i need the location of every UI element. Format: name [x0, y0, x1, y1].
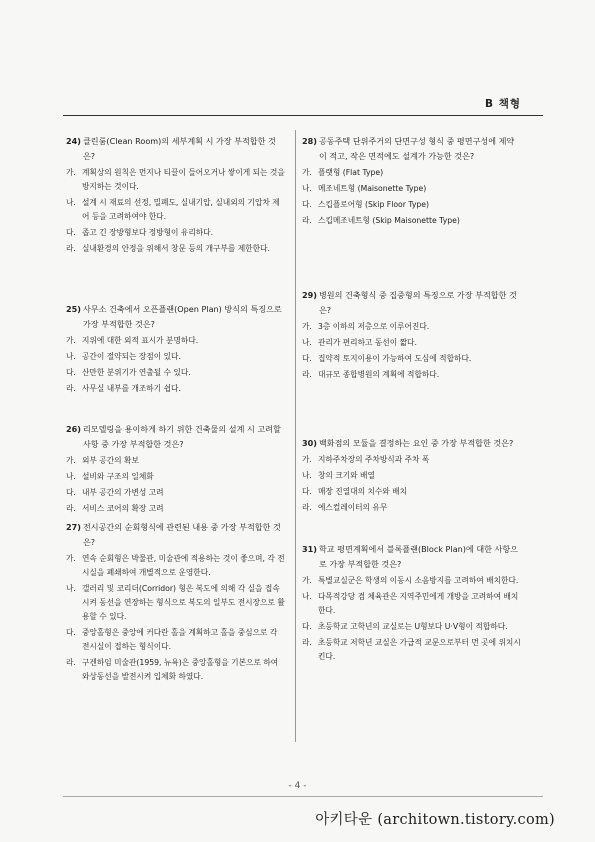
page-number: - 4 -	[288, 781, 307, 791]
answer-option	[66, 196, 286, 224]
question-number: 24)	[66, 136, 81, 146]
option-text: 에스컬레이터의 유무	[318, 503, 388, 512]
option-label: 다.	[66, 488, 76, 497]
option-label: 다.	[66, 228, 76, 237]
option-label: 라.	[302, 503, 312, 512]
question-stem	[66, 422, 286, 452]
option-text: 구겐하임 미술관(1959, 뉴욕)은 중앙홀형을 기본으로 하여 와상동선을 발전시켜 입체화 하였다.	[82, 658, 279, 681]
option-label: 라.	[66, 658, 76, 667]
option-label: 라.	[302, 216, 312, 225]
question-number: 27)	[66, 522, 81, 532]
answer-option	[66, 166, 286, 194]
option-label: 나.	[302, 471, 312, 480]
brand-watermark: 아키타운 (architown.tistory.com)	[315, 812, 555, 828]
option-label: 라.	[66, 384, 76, 393]
footer-rule	[63, 796, 543, 797]
option-text: 다목적강당 겸 체육관은 지역주민에게 개방을 고려하여 배치한다.	[318, 592, 519, 615]
option-text: 내부 공간의 가변성 고려	[82, 488, 164, 497]
question-number: 31)	[302, 544, 317, 554]
question-24	[66, 134, 286, 256]
question-stem	[302, 436, 522, 451]
answer-option	[66, 226, 286, 240]
option-label: 가.	[66, 554, 76, 563]
option-text: 지하주차장의 주차방식과 주차 폭	[318, 455, 430, 464]
question-number: 28)	[302, 136, 317, 146]
question-text: 학교 평면계획에서 블록플랜(Block Plan)에 대한 사항으로 가장 부적합한 것은?	[318, 544, 518, 569]
answer-option	[66, 242, 286, 256]
option-text: 창의 크기와 배열	[318, 471, 375, 480]
option-label: 다.	[302, 487, 312, 496]
option-text: 중앙홀형은 중앙에 커다란 홀을 계획하고 홀을 중심으로 각 전시실이 접하는 형식이다.	[82, 628, 278, 651]
column-divider	[295, 130, 296, 742]
option-text: 초등학교 고학년의 교실로는 U형보다 U·V형이 적합하다.	[318, 622, 508, 631]
answer-option	[302, 320, 522, 334]
question-stem	[302, 288, 522, 318]
option-text: 특별교실군은 학생의 이동시 소음방지를 고려하여 배치한다.	[318, 576, 519, 585]
option-text: 외부 공간의 확보	[82, 456, 139, 465]
question-28	[302, 134, 522, 228]
exam-type-label: B 책형	[485, 98, 521, 110]
question-29	[302, 288, 522, 382]
option-text: 사무실 내부를 개조하기 쉽다.	[82, 384, 181, 393]
option-text: 지위에 대한 외적 표시가 분명하다.	[82, 336, 199, 345]
option-text: 좁고 긴 장방형보다 정방형이 유리하다.	[82, 228, 214, 237]
option-label: 가.	[66, 456, 76, 465]
option-text: 서비스 코어의 확장 고려	[82, 504, 164, 513]
option-text: 설계 시 재료의 선정, 밀폐도, 실내기압, 실내외의 기압차 제어 등을 고려하여야 한다.	[82, 198, 280, 221]
option-label: 나.	[302, 338, 312, 347]
answer-option	[66, 626, 286, 654]
question-number: 30)	[302, 438, 317, 448]
answer-option	[302, 453, 522, 467]
option-label: 나.	[302, 592, 312, 601]
option-label: 나.	[302, 184, 312, 193]
answer-option	[66, 454, 286, 468]
option-label: 라.	[302, 370, 312, 379]
answer-option	[302, 336, 522, 350]
option-text: 대규모 종합병원의 계획에 적합하다.	[318, 370, 440, 379]
question-stem	[302, 542, 522, 572]
option-text: 실내환경의 안정을 위해서 창문 등의 개구부를 제한한다.	[82, 244, 270, 253]
option-text: 관리가 편리하고 동선이 짧다.	[318, 338, 417, 347]
answer-option	[302, 368, 522, 382]
question-text: 전시공간의 순회형식에 관련된 내용 중 가장 부적합한 것은?	[82, 522, 281, 547]
answer-option	[66, 334, 286, 348]
answer-option	[66, 552, 286, 580]
option-label: 다.	[302, 200, 312, 209]
answer-option	[302, 198, 522, 212]
question-text: 리모델링을 용이하게 하기 위한 건축물의 설계 시 고려할 사항 중 가장 부적합한 것은?	[82, 424, 281, 449]
option-text: 초등학교 저학년 교실은 가급적 교문으로부터 먼 곳에 위치시킨다.	[318, 638, 521, 661]
option-text: 메조네트형 (Maisonette Type)	[318, 184, 427, 193]
answer-option	[66, 486, 286, 500]
option-text: 플랫형 (Flat Type)	[318, 168, 384, 177]
option-text: 스킵플로어형 (Skip Floor Type)	[318, 200, 430, 209]
question-text: 공동주택 단위주거의 단면구성 형식 중 평면구성에 제약이 적고, 작은 면적에도 설계가 가능한 것은?	[318, 136, 515, 161]
question-stem	[66, 302, 286, 332]
option-text: 갤러리 및 코리더(Corridor) 형은 복도에 의해 각 실을 접속시켜 동선을 연장하는 형식으로 복도의 일부도 전시장으로 활용할 수 있다.	[82, 584, 285, 621]
question-text: 클린룸(Clean Room)의 세부계획 시 가장 부적합한 것은?	[82, 136, 276, 161]
option-label: 가.	[302, 168, 312, 177]
option-label: 다.	[66, 628, 76, 637]
option-text: 공간이 절약되는 장점이 있다.	[82, 352, 181, 361]
option-label: 라.	[66, 504, 76, 513]
option-label: 나.	[66, 352, 76, 361]
answer-option	[302, 214, 522, 228]
answer-option	[302, 636, 522, 664]
option-label: 나.	[66, 472, 76, 481]
question-27	[66, 520, 286, 684]
answer-option	[66, 382, 286, 396]
question-text: 백화점의 모듈을 결정하는 요인 중 가장 부적합한 것은?	[318, 438, 514, 448]
option-text: 집약적 토지이용이 가능하여 도심에 적합하다.	[318, 354, 472, 363]
option-label: 다.	[302, 354, 312, 363]
answer-option	[66, 656, 286, 684]
answer-option	[302, 166, 522, 180]
answer-option	[66, 366, 286, 380]
option-text: 계획상의 원칙은 먼지나 티끌이 들어오거나 쌓이게 되는 것을 방지하는 것이다.	[82, 168, 285, 191]
question-25	[66, 302, 286, 396]
answer-option	[302, 590, 522, 618]
option-label: 라.	[302, 638, 312, 647]
option-label: 나.	[66, 198, 76, 207]
question-number: 25)	[66, 304, 81, 314]
option-label: 라.	[66, 244, 76, 253]
option-label: 가.	[66, 168, 76, 177]
answer-option	[302, 182, 522, 196]
answer-option	[66, 350, 286, 364]
answer-option	[66, 502, 286, 516]
question-26	[66, 422, 286, 516]
option-text: 연속 순회형은 박물관, 미술관에 적용하는 것이 좋으며, 각 전시실을 폐쇄하여 개별적으로 운영한다.	[82, 554, 285, 577]
question-number: 29)	[302, 290, 317, 300]
answer-option	[302, 352, 522, 366]
question-text: 병원의 건축형식 중 집중형의 특징으로 가장 부적합한 것은?	[318, 290, 517, 315]
top-rule	[63, 115, 543, 116]
option-label: 가.	[66, 336, 76, 345]
option-label: 나.	[66, 584, 76, 593]
answer-option	[66, 582, 286, 624]
answer-option	[302, 501, 522, 515]
option-label: 가.	[302, 322, 312, 331]
option-text: 스킵메조네트형 (Skip Maisonette Type)	[318, 216, 460, 225]
question-number: 26)	[66, 424, 81, 434]
question-31	[302, 542, 522, 664]
option-label: 다.	[66, 368, 76, 377]
option-label: 가.	[302, 455, 312, 464]
option-text: 설비와 구조의 일체화	[82, 472, 154, 481]
answer-option	[302, 485, 522, 499]
question-30	[302, 436, 522, 515]
option-label: 다.	[302, 622, 312, 631]
option-label: 가.	[302, 576, 312, 585]
question-text: 사무소 건축에서 오픈플랜(Open Plan) 방식의 특징으로 가장 부적합한 것은?	[82, 304, 282, 329]
question-stem	[66, 134, 286, 164]
answer-option	[302, 469, 522, 483]
answer-option	[302, 574, 522, 588]
option-text: 산만한 분위기가 연출될 수 있다.	[82, 368, 191, 377]
answer-option	[302, 620, 522, 634]
option-text: 매장 진열대의 치수와 배치	[318, 487, 408, 496]
option-text: 3층 이하의 저층으로 이루어진다.	[318, 322, 430, 331]
question-stem	[302, 134, 522, 164]
question-stem	[66, 520, 286, 550]
answer-option	[66, 470, 286, 484]
